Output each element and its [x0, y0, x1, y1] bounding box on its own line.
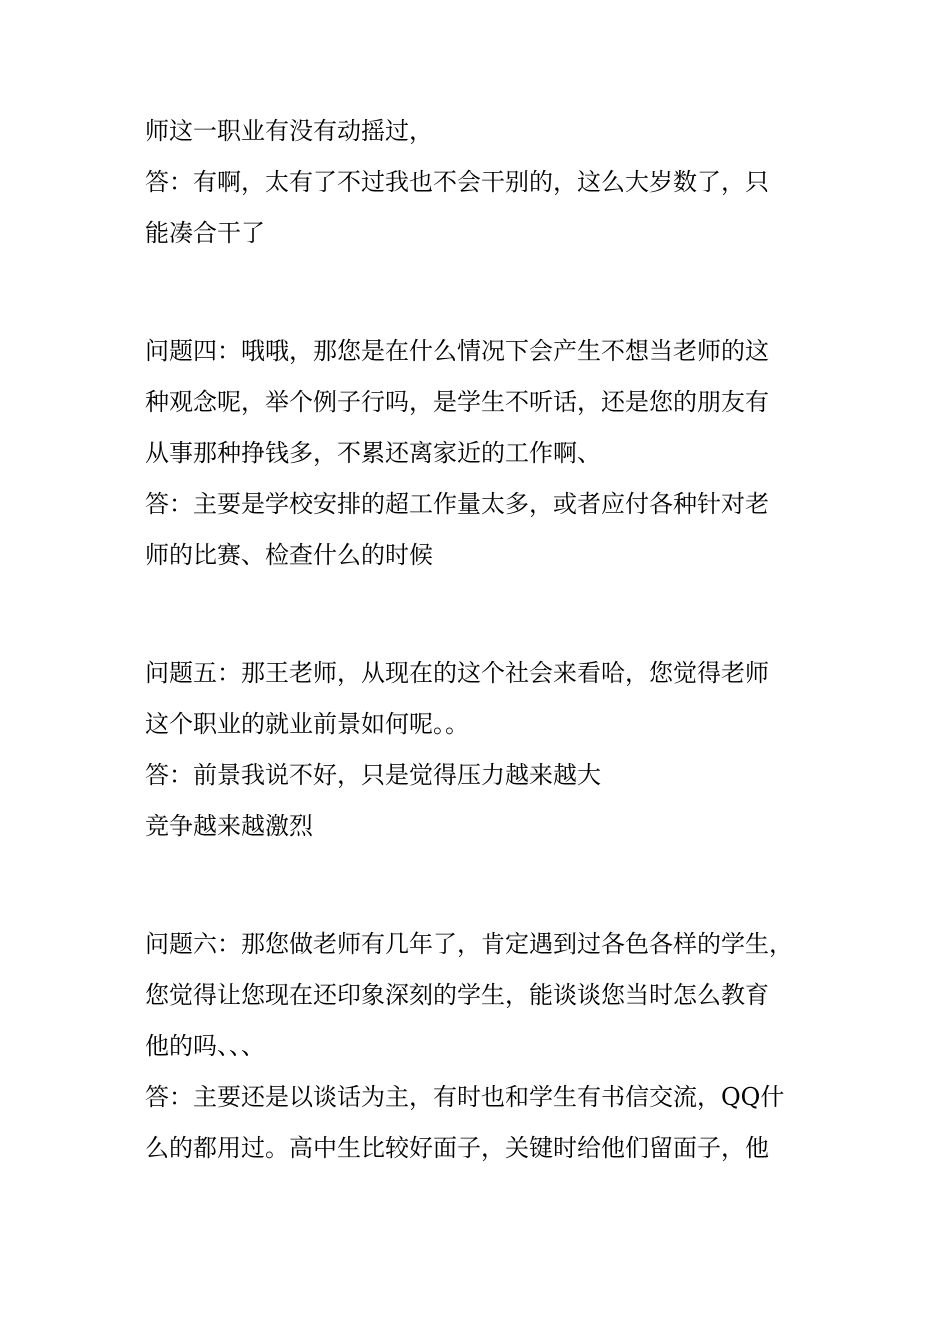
text-line: 他的吗、、、 — [145, 1032, 265, 1060]
paragraph-gap — [145, 581, 813, 648]
text-line: 答：前景我说不好，只是觉得压力越来越大 — [145, 761, 601, 789]
text-line: 么的都用过。高中生比较好面子，关键时给他们留面子，他 — [145, 1134, 769, 1162]
document-body — [145, 106, 813, 1174]
text-line: 问题四：哦哦，那您是在什么情况下会产生不想当老师的这 — [145, 337, 769, 365]
question-block-6 — [145, 919, 813, 1174]
paragraph-gap — [145, 259, 813, 326]
question-block-5 — [145, 648, 813, 852]
text-line: 答：有啊，太有了不过我也不会干别的，这么大岁数了，只 — [145, 168, 769, 196]
text-line: 竞争越来越激烈 — [145, 812, 313, 840]
text-line: 种观念呢，举个例子行吗，是学生不听话，还是您的朋友有 — [145, 388, 769, 416]
question-block-4 — [145, 326, 813, 581]
text-line: 这个职业的就业前景如何呢。。 — [145, 710, 469, 738]
answer-block-3 — [145, 106, 813, 259]
text-line: 问题六：那您做老师有几年了，肯定遇到过各色各样的学生， — [145, 930, 793, 958]
text-line: 答：主要是学校安排的超工作量太多，或者应付各种针对老 — [145, 490, 769, 518]
text-line: 问题五：那王老师，从现在的这个社会来看哈，您觉得老师 — [145, 659, 769, 687]
paragraph-gap — [145, 852, 813, 919]
text-line: 答：主要还是以谈话为主，有时也和学生有书信交流，QQ什 — [145, 1083, 785, 1111]
text-line: 从事那种挣钱多，不累还离家近的工作啊、 — [145, 439, 601, 467]
text-line: 能凑合干了 — [145, 219, 265, 247]
text-line: 师的比赛、检查什么的时候 — [145, 541, 433, 569]
text-line: 您觉得让您现在还印象深刻的学生，能谈谈您当时怎么教育 — [145, 981, 769, 1009]
text-line: 师这一职业有没有动摇过， — [145, 117, 433, 145]
